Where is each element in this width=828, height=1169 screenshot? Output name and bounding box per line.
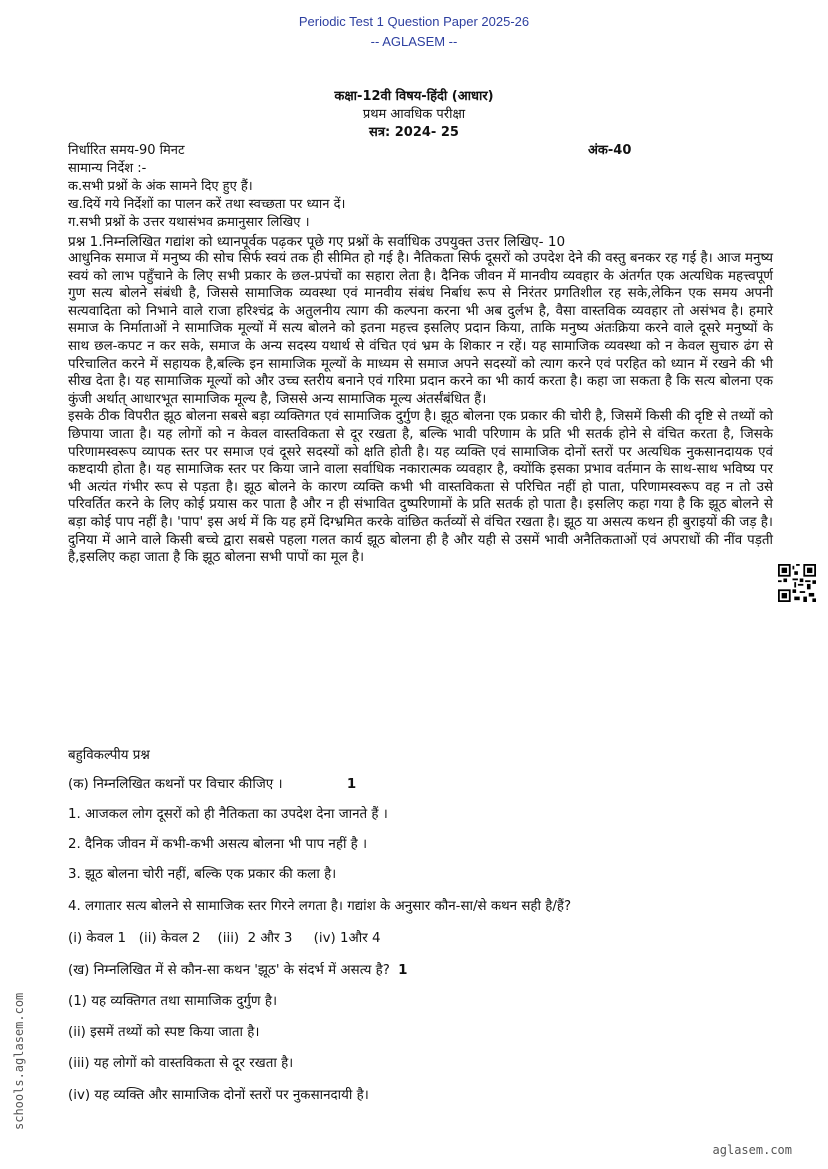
- instruction-item: ग.सभी प्रश्नों के उत्तर यथासंभव क्रमानुसार लिखिए ।: [68, 215, 310, 230]
- header-title: Periodic Test 1 Question Paper 2025-26: [298, 14, 530, 29]
- option-item: (iii) यह लोगों को वास्तविकता से दूर रखता है।: [68, 1056, 294, 1071]
- max-marks: अंक-40: [588, 143, 632, 158]
- instructions-title: सामान्य निर्देश :-: [68, 161, 147, 176]
- passage: [68, 250, 773, 567]
- mcq-section-title: बहुविकल्पीय प्रश्न: [68, 748, 150, 763]
- passage-paragraph-1: आधुनिक समाज में मनुष्य की सोच सिर्फ स्वयं तक ही सीमित हो गई है। नैतिकता सिर्फ दूसरों को उपदेश देने की वस्तु बनकर रह गई है। आज मनुष्य स्वयं को लाभ पहुँचाने के लिए सभी प्रकार के छल-प्रपंचों का सहारा लेता है। दैनिक जीवन में मानवीय व्यवहार के अंतर्गत एक अत्यधिक महत्त्वपूर्ण गुण सत्य बोलने संबंधी है, जिससे सामाजिक व्यवस्था एवं मानवीय संबंध निर्बाध रूप से निरंतर प्रगतिशील रह सके,लेकिन एक समय अपनी सत्यवादिता को निभाने वाले राजा हरिश्चंद्र के अतुलनीय त्याग की कल्पना करना भी अब दुर्लभ है, वैसा वास्तविक व्यवहार तो असंभव है। हमारे समाज के निर्माताओं ने सामाजिक मूल्यों में सत्य बोलने को इतना महत्त्व इसलिए प्रदान किया, ताकि मनुष्य अंतःक्रिया करने वाले दूसरे मनुष्यों के साथ छल-कपट न कर सके, समाज के अन्य सदस्य यथार्थ से वंचित एवं भ्रम के शिकार न रहें। यह सामाजिक व्यवस्था को न केवल सुचारु ढंग से परिचालित करने में सहायक है,बल्कि इन सामाजिक मूल्यों के माध्यम से समाज अपने सदस्यों को त्याग करने एवं परहित को ध्यान में रखने की भी सीख देता है। यह सामाजिक मूल्यों को और उच्च स्तरीय बनाने एवं गरिमा प्रदान करने का भी कार्य करता है। कहा जा सकता है कि सत्य बोलना एक कुंजी अर्थात् आधारभूत सामाजिक मूल्य है, जिससे अन्य सामाजिक मूल्य अंतर्संबंधित हैं।: [68, 251, 773, 407]
- class-subject: कक्षा-12वी विषय-हिंदी (आधार): [334, 89, 494, 104]
- question-b-marks: 1: [398, 963, 408, 978]
- exam-name: प्रथम आवधिक परीक्षा: [362, 107, 466, 122]
- statement-item: 1. आजकल लोग दूसरों को ही नैतिकता का उपदेश देना जानते हैं ।: [68, 807, 388, 822]
- question-1-heading: प्रश्न 1.निम्नलिखित गद्यांश को ध्यानपूर्वक पढ़कर पूछे गए प्रश्नों के सर्वाधिक उपयुक्त उत्तर लिखिए- 10: [68, 234, 566, 250]
- session: सत्र: 2024- 25: [369, 125, 459, 140]
- side-watermark: schools.aglasem.com: [12, 992, 26, 1130]
- passage-paragraph-2: इसके ठीक विपरीत झूठ बोलना सबसे बड़ा व्यक्तिगत एवं सामाजिक दुर्गुण है। झूठ बोलना एक प्रकार की चोरी है, जिसमें किसी की दृष्टि से तथ्यों को छिपाया जाता है। यह लोगों को न केवल वास्तविकता से दूर रखता है, बल्कि भावी परिणाम के प्रति भी सतर्क होने से वंचित करता है, जिसके परिणामस्वरूप व्यापक स्तर पर समाज एवं दूसरे सदस्यों को क्षति होती है। यह व्यक्ति एवं सामाजिक दोनों स्तरों पर अत्यधिक नुकसानदायक एवं कष्टदायी होता है। यह सामाजिक स्तर पर किया जाने वाला सर्वाधिक नकारात्मक व्यवहार है, क्योंकि इसका प्रभाव वर्तमान के साथ-साथ भविष्य पर भी अत्यंत गंभीर रूप से पड़ता है। झूठ बोलने के कारण व्यक्ति कभी भी वास्तविकता से परिचित नहीं हो पाता, परिणामस्वरूप वह न तो उसे परिवर्तित करने के लिए कोई प्रयास कर पाता है और न ही संभावित दुष्परिणामों के प्रति सतर्क हो पाता है। इसलिए कहा गया है कि झूठ बोलने से बड़ा कोई पाप नहीं है। 'पाप' इस अर्थ में कि यह हमें दिग्भ्रमित करके वांछित कर्तव्यों से वंचित रखता है। झूठ या असत्य कथन ही बुराइयों की जड़ है। दुनिया में आने वाले किसी बच्चे द्वारा सबसे पहला गलत कार्य झूठ बोलना ही है और यही से उसमें भावी अनैतिकताओं एवं अपराधों की नींव पड़ती है,इसलिए कहा जाता है कि झूठ बोलना सभी पापों का मूल है।: [68, 409, 773, 566]
- instruction-item: क.सभी प्रश्नों के अंक सामने दिए हुए हैं।: [68, 179, 253, 194]
- question-a-marks: 1: [346, 777, 357, 792]
- instruction-item: ख.दियें गये निर्देशों का पालन करें तथा स्वच्छता पर ध्यान दें।: [68, 197, 346, 212]
- question-a-options: (i) केवल 1 (ii) केवल 2 (iii) 2 और 3 (iv) 1और 4: [68, 931, 381, 946]
- qr-code-icon: [778, 564, 816, 602]
- question-b-stem: [68, 960, 407, 978]
- statement-item: 3. झूठ बोलना चोरी नहीं, बल्कि एक प्रकार की कला है।: [68, 867, 337, 882]
- statement-item: 4. लगातार सत्य बोलने से सामाजिक स्तर गिरने लगता है। गद्यांश के अनुसार कौन-सा/से कथन सही है/हैं?: [68, 899, 572, 914]
- option-item: (iv) यह व्यक्ति और सामाजिक दोनों स्तरों पर नुकसानदायी है।: [68, 1088, 369, 1103]
- question-a-text: (क) निम्नलिखित कथनों पर विचार कीजिए ।: [68, 777, 283, 792]
- question-a-stem: [68, 774, 356, 792]
- question-b-text: (ख) निम्नलिखित में से कौन-सा कथन 'झूठ' के संदर्भ में असत्य है?: [68, 963, 390, 978]
- option-item: (1) यह व्यक्तिगत तथा सामाजिक दुर्गुण है।: [68, 994, 278, 1009]
- statement-item: 2. दैनिक जीवन में कभी-कभी असत्य बोलना भी पाप नहीं है ।: [68, 837, 368, 852]
- header-brand: -- AGLASEM --: [370, 34, 458, 49]
- footer-watermark: aglasem.com: [712, 1143, 792, 1157]
- option-item: (ii) इसमें तथ्यों को स्पष्ट किया जाता है।: [68, 1025, 260, 1040]
- time-allowed: निर्धारित समय-90 मिनट: [68, 143, 185, 158]
